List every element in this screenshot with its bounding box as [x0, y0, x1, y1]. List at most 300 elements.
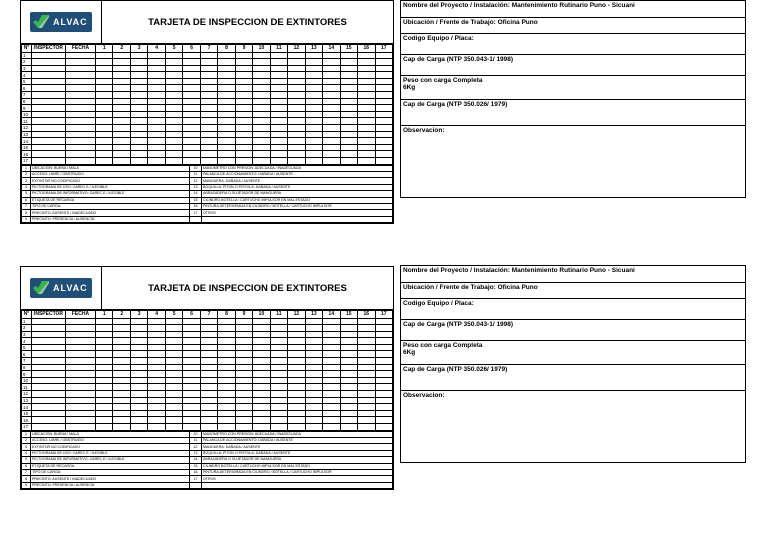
grid-cell[interactable] — [113, 424, 130, 431]
grid-cell[interactable] — [183, 344, 200, 351]
grid-cell[interactable] — [113, 158, 130, 165]
grid-cell[interactable] — [218, 118, 235, 125]
grid-cell[interactable] — [200, 111, 217, 118]
grid-cell[interactable] — [66, 424, 96, 431]
grid-cell[interactable] — [288, 151, 305, 158]
grid-cell[interactable] — [32, 65, 66, 72]
grid-cell[interactable] — [113, 384, 130, 391]
grid-cell[interactable] — [66, 144, 96, 151]
grid-cell[interactable] — [253, 384, 270, 391]
grid-cell[interactable] — [183, 138, 200, 145]
grid-cell[interactable] — [323, 318, 340, 325]
grid-cell[interactable] — [323, 358, 340, 365]
grid-cell[interactable] — [130, 410, 147, 417]
grid-cell[interactable] — [148, 397, 165, 404]
grid-cell[interactable] — [358, 417, 375, 424]
grid-cell[interactable] — [113, 105, 130, 112]
grid-cell[interactable] — [183, 59, 200, 66]
grid-cell[interactable] — [113, 377, 130, 384]
grid-cell[interactable] — [96, 151, 113, 158]
grid-cell[interactable] — [323, 59, 340, 66]
grid-cell[interactable] — [96, 397, 113, 404]
grid-cell[interactable] — [218, 371, 235, 378]
grid-cell[interactable] — [165, 138, 182, 145]
full-load-weight-row[interactable] — [401, 76, 745, 100]
grid-cell[interactable] — [113, 331, 130, 338]
grid-cell[interactable] — [96, 158, 113, 165]
grid-cell[interactable] — [323, 397, 340, 404]
grid-cell[interactable] — [96, 125, 113, 132]
grid-cell[interactable] — [288, 131, 305, 138]
grid-cell[interactable] — [148, 111, 165, 118]
grid-cell[interactable] — [66, 111, 96, 118]
grid-cell[interactable] — [235, 384, 252, 391]
grid-cell[interactable] — [235, 391, 252, 398]
grid-cell[interactable] — [183, 318, 200, 325]
grid-cell[interactable] — [113, 111, 130, 118]
grid-cell[interactable] — [200, 351, 217, 358]
grid-cell[interactable] — [148, 52, 165, 59]
grid-cell[interactable] — [305, 144, 322, 151]
grid-cell[interactable] — [375, 391, 393, 398]
grid-cell[interactable] — [305, 397, 322, 404]
grid-cell[interactable] — [200, 358, 217, 365]
grid-cell[interactable] — [96, 358, 113, 365]
grid-cell[interactable] — [235, 85, 252, 92]
grid-cell[interactable] — [288, 138, 305, 145]
grid-cell[interactable] — [218, 397, 235, 404]
grid-cell[interactable] — [375, 377, 393, 384]
grid-cell[interactable] — [96, 65, 113, 72]
grid-cell[interactable] — [375, 85, 393, 92]
grid-cell[interactable] — [270, 52, 287, 59]
grid-cell[interactable] — [32, 85, 66, 92]
grid-cell[interactable] — [323, 92, 340, 99]
grid-cell[interactable] — [270, 78, 287, 85]
grid-cell[interactable] — [305, 351, 322, 358]
grid-cell[interactable] — [113, 138, 130, 145]
grid-cell[interactable] — [253, 344, 270, 351]
grid-cell[interactable] — [270, 404, 287, 411]
grid-cell[interactable] — [218, 65, 235, 72]
grid-cell[interactable] — [375, 397, 393, 404]
grid-cell[interactable] — [218, 424, 235, 431]
grid-cell[interactable] — [358, 138, 375, 145]
grid-cell[interactable] — [305, 72, 322, 79]
grid-cell[interactable] — [235, 125, 252, 132]
grid-cell[interactable] — [375, 358, 393, 365]
grid-cell[interactable] — [218, 384, 235, 391]
grid-cell[interactable] — [130, 92, 147, 99]
grid-cell[interactable] — [235, 52, 252, 59]
grid-cell[interactable] — [66, 344, 96, 351]
grid-cell[interactable] — [288, 52, 305, 59]
grid-cell[interactable] — [66, 92, 96, 99]
grid-cell[interactable] — [305, 78, 322, 85]
grid-cell[interactable] — [340, 338, 357, 345]
grid-cell[interactable] — [96, 144, 113, 151]
grid-cell[interactable] — [253, 377, 270, 384]
grid-cell[interactable] — [113, 371, 130, 378]
grid-cell[interactable] — [148, 92, 165, 99]
grid-cell[interactable] — [183, 125, 200, 132]
grid-cell[interactable] — [200, 52, 217, 59]
grid-cell[interactable] — [305, 424, 322, 431]
grid-cell[interactable] — [66, 125, 96, 132]
grid-cell[interactable] — [358, 118, 375, 125]
grid-cell[interactable] — [96, 105, 113, 112]
grid-cell[interactable] — [323, 351, 340, 358]
grid-cell[interactable] — [165, 371, 182, 378]
grid-cell[interactable] — [96, 52, 113, 59]
grid-cell[interactable] — [130, 338, 147, 345]
grid-cell[interactable] — [183, 338, 200, 345]
grid-cell[interactable] — [375, 410, 393, 417]
grid-cell[interactable] — [32, 52, 66, 59]
grid-cell[interactable] — [235, 111, 252, 118]
grid-cell[interactable] — [130, 138, 147, 145]
grid-cell[interactable] — [218, 85, 235, 92]
grid-cell[interactable] — [323, 331, 340, 338]
grid-cell[interactable] — [218, 72, 235, 79]
grid-cell[interactable] — [183, 371, 200, 378]
grid-cell[interactable] — [66, 377, 96, 384]
grid-cell[interactable] — [270, 85, 287, 92]
grid-cell[interactable] — [288, 318, 305, 325]
grid-cell[interactable] — [200, 59, 217, 66]
grid-cell[interactable] — [340, 125, 357, 132]
grid-cell[interactable] — [358, 344, 375, 351]
grid-cell[interactable] — [113, 65, 130, 72]
grid-cell[interactable] — [66, 384, 96, 391]
grid-cell[interactable] — [358, 377, 375, 384]
grid-cell[interactable] — [200, 338, 217, 345]
grid-cell[interactable] — [165, 377, 182, 384]
grid-cell[interactable] — [340, 410, 357, 417]
grid-cell[interactable] — [270, 410, 287, 417]
grid-cell[interactable] — [183, 325, 200, 332]
grid-cell[interactable] — [113, 72, 130, 79]
grid-cell[interactable] — [305, 417, 322, 424]
grid-cell[interactable] — [375, 111, 393, 118]
grid-cell[interactable] — [340, 377, 357, 384]
grid-cell[interactable] — [66, 118, 96, 125]
grid-cell[interactable] — [340, 118, 357, 125]
grid-cell[interactable] — [323, 391, 340, 398]
equipment-code-row[interactable] — [401, 34, 745, 55]
grid-cell[interactable] — [66, 72, 96, 79]
grid-cell[interactable] — [375, 72, 393, 79]
grid-cell[interactable] — [358, 325, 375, 332]
grid-cell[interactable] — [270, 318, 287, 325]
grid-cell[interactable] — [66, 410, 96, 417]
grid-cell[interactable] — [375, 92, 393, 99]
equipment-code-row[interactable] — [401, 299, 745, 320]
grid-cell[interactable] — [200, 384, 217, 391]
grid-cell[interactable] — [32, 158, 66, 165]
grid-cell[interactable] — [235, 325, 252, 332]
grid-cell[interactable] — [113, 118, 130, 125]
observations-row[interactable] — [401, 126, 745, 197]
grid-cell[interactable] — [218, 338, 235, 345]
grid-cell[interactable] — [130, 125, 147, 132]
grid-cell[interactable] — [288, 59, 305, 66]
grid-cell[interactable] — [130, 65, 147, 72]
grid-cell[interactable] — [270, 111, 287, 118]
grid-cell[interactable] — [32, 125, 66, 132]
grid-cell[interactable] — [305, 318, 322, 325]
grid-cell[interactable] — [200, 78, 217, 85]
grid-cell[interactable] — [323, 98, 340, 105]
location-row[interactable] — [401, 18, 745, 34]
grid-cell[interactable] — [358, 371, 375, 378]
grid-cell[interactable] — [165, 118, 182, 125]
grid-cell[interactable] — [66, 338, 96, 345]
grid-cell[interactable] — [288, 384, 305, 391]
grid-cell[interactable] — [270, 125, 287, 132]
grid-cell[interactable] — [253, 98, 270, 105]
grid-cell[interactable] — [130, 105, 147, 112]
grid-cell[interactable] — [270, 371, 287, 378]
grid-cell[interactable] — [148, 371, 165, 378]
grid-cell[interactable] — [130, 351, 147, 358]
grid-cell[interactable] — [113, 397, 130, 404]
observations-row[interactable] — [401, 391, 745, 462]
grid-cell[interactable] — [288, 397, 305, 404]
grid-cell[interactable] — [340, 358, 357, 365]
grid-cell[interactable] — [235, 331, 252, 338]
grid-cell[interactable] — [66, 52, 96, 59]
grid-cell[interactable] — [148, 105, 165, 112]
grid-cell[interactable] — [148, 424, 165, 431]
grid-cell[interactable] — [340, 59, 357, 66]
grid-cell[interactable] — [340, 417, 357, 424]
grid-cell[interactable] — [96, 384, 113, 391]
grid-cell[interactable] — [113, 318, 130, 325]
grid-cell[interactable] — [270, 417, 287, 424]
grid-cell[interactable] — [253, 364, 270, 371]
grid-cell[interactable] — [340, 111, 357, 118]
grid-cell[interactable] — [66, 131, 96, 138]
grid-cell[interactable] — [305, 111, 322, 118]
grid-cell[interactable] — [270, 391, 287, 398]
grid-cell[interactable] — [218, 358, 235, 365]
grid-cell[interactable] — [200, 158, 217, 165]
grid-cell[interactable] — [235, 105, 252, 112]
grid-cell[interactable] — [165, 158, 182, 165]
grid-cell[interactable] — [183, 65, 200, 72]
grid-cell[interactable] — [305, 404, 322, 411]
grid-cell[interactable] — [358, 65, 375, 72]
project-name-row[interactable] — [401, 266, 745, 283]
grid-cell[interactable] — [200, 65, 217, 72]
grid-cell[interactable] — [218, 417, 235, 424]
grid-cell[interactable] — [32, 325, 66, 332]
grid-cell[interactable] — [200, 131, 217, 138]
grid-cell[interactable] — [200, 417, 217, 424]
grid-cell[interactable] — [32, 364, 66, 371]
grid-cell[interactable] — [235, 424, 252, 431]
grid-cell[interactable] — [340, 344, 357, 351]
grid-cell[interactable] — [253, 318, 270, 325]
grid-cell[interactable] — [218, 111, 235, 118]
grid-cell[interactable] — [323, 72, 340, 79]
grid-cell[interactable] — [235, 65, 252, 72]
grid-cell[interactable] — [253, 118, 270, 125]
grid-cell[interactable] — [340, 105, 357, 112]
grid-cell[interactable] — [288, 391, 305, 398]
grid-cell[interactable] — [165, 92, 182, 99]
location-row[interactable] — [401, 283, 745, 299]
grid-cell[interactable] — [183, 377, 200, 384]
grid-cell[interactable] — [340, 318, 357, 325]
grid-cell[interactable] — [183, 118, 200, 125]
grid-cell[interactable] — [66, 358, 96, 365]
grid-cell[interactable] — [130, 85, 147, 92]
grid-cell[interactable] — [66, 98, 96, 105]
grid-cell[interactable] — [323, 131, 340, 138]
grid-cell[interactable] — [113, 144, 130, 151]
grid-cell[interactable] — [200, 125, 217, 132]
grid-cell[interactable] — [96, 351, 113, 358]
grid-cell[interactable] — [270, 358, 287, 365]
grid-cell[interactable] — [358, 125, 375, 132]
grid-cell[interactable] — [218, 131, 235, 138]
grid-cell[interactable] — [113, 364, 130, 371]
grid-cell[interactable] — [323, 424, 340, 431]
grid-cell[interactable] — [270, 338, 287, 345]
grid-cell[interactable] — [358, 52, 375, 59]
grid-cell[interactable] — [183, 158, 200, 165]
grid-cell[interactable] — [253, 105, 270, 112]
grid-cell[interactable] — [32, 391, 66, 398]
grid-cell[interactable] — [183, 417, 200, 424]
grid-cell[interactable] — [165, 65, 182, 72]
grid-cell[interactable] — [183, 358, 200, 365]
grid-cell[interactable] — [32, 72, 66, 79]
grid-cell[interactable] — [165, 344, 182, 351]
grid-cell[interactable] — [32, 371, 66, 378]
load-capacity-2-row[interactable] — [401, 365, 745, 391]
grid-cell[interactable] — [113, 410, 130, 417]
grid-cell[interactable] — [305, 358, 322, 365]
grid-cell[interactable] — [66, 85, 96, 92]
grid-cell[interactable] — [165, 424, 182, 431]
grid-cell[interactable] — [96, 78, 113, 85]
grid-cell[interactable] — [288, 72, 305, 79]
grid-cell[interactable] — [148, 344, 165, 351]
grid-cell[interactable] — [340, 98, 357, 105]
grid-cell[interactable] — [200, 92, 217, 99]
grid-cell[interactable] — [66, 158, 96, 165]
grid-cell[interactable] — [96, 131, 113, 138]
grid-cell[interactable] — [148, 98, 165, 105]
grid-cell[interactable] — [235, 144, 252, 151]
grid-cell[interactable] — [323, 344, 340, 351]
grid-cell[interactable] — [253, 397, 270, 404]
grid-cell[interactable] — [113, 98, 130, 105]
grid-cell[interactable] — [130, 384, 147, 391]
grid-cell[interactable] — [32, 78, 66, 85]
project-name-row[interactable] — [401, 1, 745, 18]
grid-cell[interactable] — [305, 338, 322, 345]
grid-cell[interactable] — [200, 138, 217, 145]
grid-cell[interactable] — [358, 72, 375, 79]
grid-cell[interactable] — [288, 344, 305, 351]
grid-cell[interactable] — [165, 397, 182, 404]
grid-cell[interactable] — [183, 105, 200, 112]
grid-cell[interactable] — [340, 144, 357, 151]
grid-cell[interactable] — [165, 391, 182, 398]
grid-cell[interactable] — [130, 98, 147, 105]
grid-cell[interactable] — [148, 404, 165, 411]
grid-cell[interactable] — [183, 410, 200, 417]
grid-cell[interactable] — [253, 138, 270, 145]
grid-cell[interactable] — [270, 424, 287, 431]
grid-cell[interactable] — [270, 351, 287, 358]
grid-cell[interactable] — [165, 338, 182, 345]
grid-cell[interactable] — [340, 325, 357, 332]
grid-cell[interactable] — [253, 410, 270, 417]
grid-cell[interactable] — [66, 364, 96, 371]
grid-cell[interactable] — [200, 397, 217, 404]
grid-cell[interactable] — [32, 410, 66, 417]
grid-cell[interactable] — [130, 377, 147, 384]
grid-cell[interactable] — [165, 144, 182, 151]
grid-cell[interactable] — [66, 318, 96, 325]
grid-cell[interactable] — [218, 92, 235, 99]
grid-cell[interactable] — [270, 98, 287, 105]
grid-cell[interactable] — [32, 331, 66, 338]
grid-cell[interactable] — [113, 78, 130, 85]
grid-cell[interactable] — [305, 65, 322, 72]
grid-cell[interactable] — [32, 358, 66, 365]
grid-cell[interactable] — [253, 358, 270, 365]
grid-cell[interactable] — [130, 158, 147, 165]
grid-cell[interactable] — [32, 318, 66, 325]
grid-cell[interactable] — [358, 404, 375, 411]
grid-cell[interactable] — [270, 72, 287, 79]
grid-cell[interactable] — [218, 377, 235, 384]
grid-cell[interactable] — [148, 118, 165, 125]
grid-cell[interactable] — [148, 138, 165, 145]
grid-cell[interactable] — [253, 52, 270, 59]
grid-cell[interactable] — [32, 417, 66, 424]
grid-cell[interactable] — [288, 410, 305, 417]
grid-cell[interactable] — [253, 65, 270, 72]
grid-cell[interactable] — [218, 151, 235, 158]
grid-cell[interactable] — [253, 325, 270, 332]
grid-cell[interactable] — [32, 118, 66, 125]
grid-cell[interactable] — [130, 397, 147, 404]
grid-cell[interactable] — [200, 364, 217, 371]
grid-cell[interactable] — [96, 371, 113, 378]
grid-cell[interactable] — [200, 404, 217, 411]
grid-cell[interactable] — [358, 105, 375, 112]
grid-cell[interactable] — [375, 125, 393, 132]
grid-cell[interactable] — [340, 92, 357, 99]
grid-cell[interactable] — [218, 52, 235, 59]
grid-cell[interactable] — [32, 144, 66, 151]
grid-cell[interactable] — [96, 331, 113, 338]
grid-cell[interactable] — [235, 92, 252, 99]
grid-cell[interactable] — [305, 331, 322, 338]
grid-cell[interactable] — [288, 364, 305, 371]
grid-cell[interactable] — [305, 85, 322, 92]
grid-cell[interactable] — [66, 404, 96, 411]
grid-cell[interactable] — [113, 338, 130, 345]
grid-cell[interactable] — [96, 377, 113, 384]
